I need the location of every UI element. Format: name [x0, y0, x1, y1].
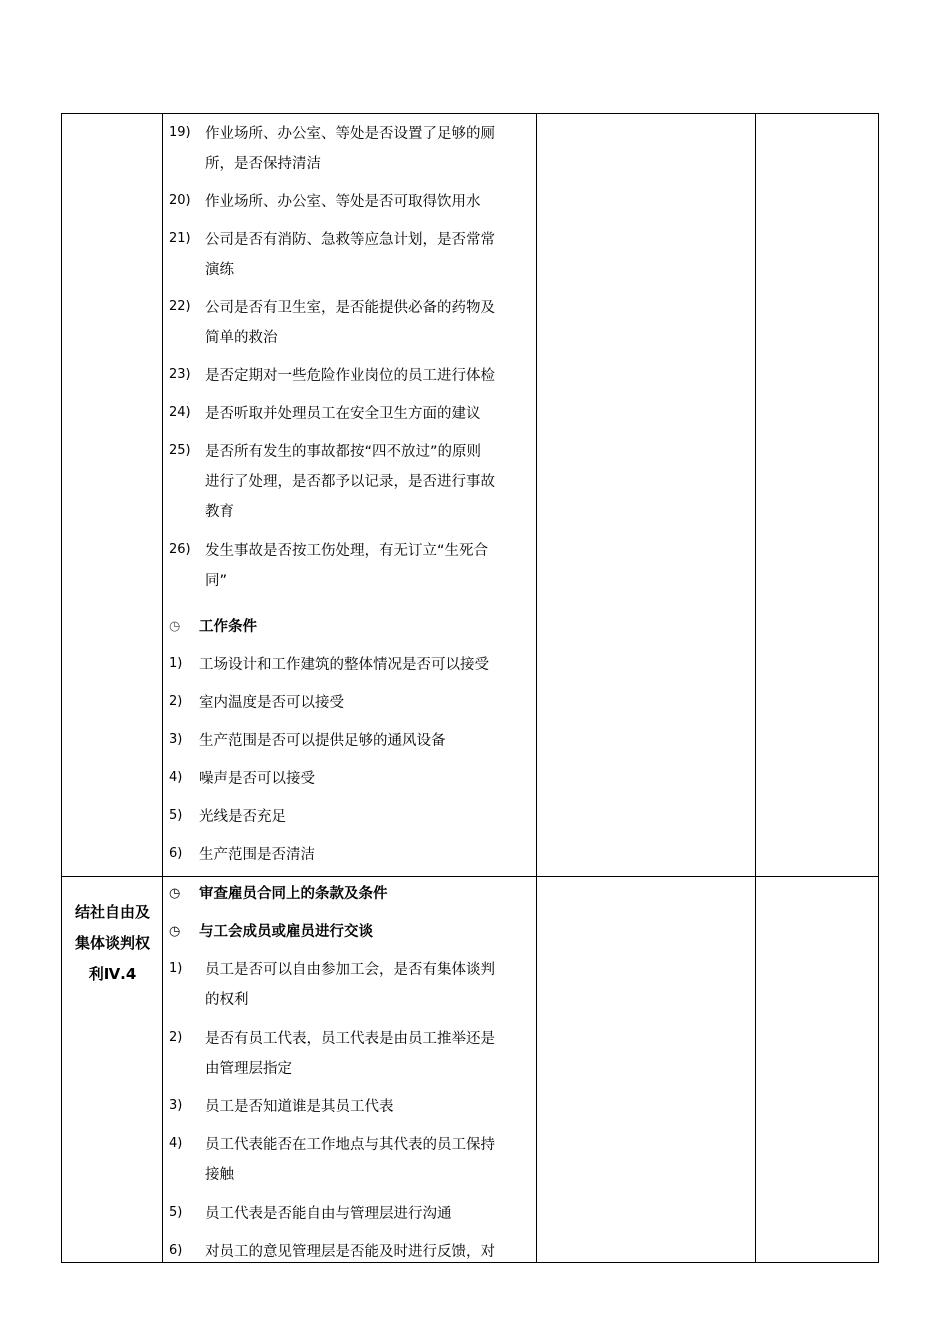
item-number: 6) — [169, 846, 183, 861]
category-label: 利Ⅳ.4 — [88, 965, 137, 983]
item-number: 3) — [169, 732, 183, 747]
item-text: 室内温度是否可以接受 — [199, 695, 344, 711]
item-text: 演练 — [205, 262, 234, 278]
item-text: 作业场所、办公室、等处是否设置了足够的厕 — [205, 126, 495, 142]
item-text: 公司是否有消防、急救等应急计划，是否常常 — [205, 232, 495, 248]
item-number: 6) — [169, 1243, 183, 1258]
clock-icon: ◷ — [169, 619, 181, 634]
item-text: 员工代表能否在工作地点与其代表的员工保持 — [205, 1137, 495, 1153]
item-text: 进行了处理，是否都予以记录，是否进行事故 — [205, 474, 495, 490]
item-number: 5) — [169, 808, 183, 823]
item-number: 4) — [169, 770, 183, 785]
audit-checklist-table — [61, 113, 879, 1263]
item-number: 19) — [169, 125, 191, 140]
item-text: 公司是否有卫生室，是否能提供必备的药物及 — [205, 300, 495, 316]
item-text: 教育 — [205, 504, 234, 520]
item-text: 所，是否保持清洁 — [205, 156, 321, 172]
item-text: 是否有员工代表，员工代表是由员工推举还是 — [205, 1031, 495, 1047]
item-text: 的权利 — [205, 992, 249, 1008]
findings-cell — [537, 877, 755, 1262]
item-text: 生产范围是否可以提供足够的通风设备 — [199, 733, 446, 749]
clock-icon: ◷ — [169, 924, 181, 939]
item-number: 1) — [169, 656, 183, 671]
category-label: 集体谈判权 — [74, 934, 150, 952]
item-text: 接触 — [205, 1167, 234, 1183]
remarks-cell — [756, 877, 878, 1262]
item-number: 20) — [169, 193, 191, 208]
item-number: 4) — [169, 1136, 183, 1151]
item-number: 21) — [169, 231, 191, 246]
item-number: 25) — [169, 443, 191, 458]
category-cell-freedom-of-association — [62, 877, 163, 1262]
category-cell-empty — [62, 114, 163, 876]
checklist-cell-freedom-of-association — [163, 877, 536, 1262]
item-number: 3) — [169, 1098, 183, 1113]
item-text: 员工是否可以自由参加工会，是否有集体谈判 — [205, 962, 495, 978]
item-text: 对员工的意见管理层是否能及时进行反馈，对 — [205, 1244, 495, 1260]
section-heading: 工作条件 — [199, 619, 257, 635]
item-text: 员工代表是否能自由与管理层进行沟通 — [205, 1206, 452, 1222]
item-number: 23) — [169, 367, 191, 382]
item-text: 作业场所、办公室、等处是否可取得饮用水 — [205, 194, 481, 210]
item-number: 2) — [169, 694, 183, 709]
findings-cell — [537, 114, 755, 876]
item-number: 22) — [169, 299, 191, 314]
item-number: 26) — [169, 542, 191, 557]
item-number: 1) — [169, 961, 183, 976]
item-text: 是否听取并处理员工在安全卫生方面的建议 — [205, 406, 481, 422]
item-text: 员工是否知道谁是其员工代表 — [205, 1099, 394, 1115]
item-number: 24) — [169, 405, 191, 420]
item-text: 光线是否充足 — [199, 809, 286, 825]
item-text: 生产范围是否清洁 — [199, 847, 315, 863]
item-text: 工场设计和工作建筑的整体情况是否可以接受 — [199, 657, 489, 673]
checklist-cell-health-safety — [163, 114, 536, 876]
checklist-heading: 与工会成员或雇员进行交谈 — [199, 924, 373, 940]
clock-icon: ◷ — [169, 886, 181, 901]
item-text: 同” — [205, 573, 228, 589]
item-text: 简单的救治 — [205, 330, 278, 346]
item-text: 发生事故是否按工伤处理，有无订立“生死合 — [205, 543, 489, 559]
remarks-cell — [756, 114, 878, 876]
item-text: 由管理层指定 — [205, 1061, 292, 1077]
item-number: 5) — [169, 1205, 183, 1220]
category-label: 结社自由及 — [74, 903, 150, 921]
item-text: 噪声是否可以接受 — [199, 771, 315, 787]
item-text: 是否定期对一些危险作业岗位的员工进行体检 — [205, 368, 495, 384]
item-text: 是否所有发生的事故都按“四不放过”的原则 — [205, 444, 482, 460]
checklist-heading: 审查雇员合同上的条款及条件 — [199, 886, 388, 902]
item-number: 2) — [169, 1030, 183, 1045]
